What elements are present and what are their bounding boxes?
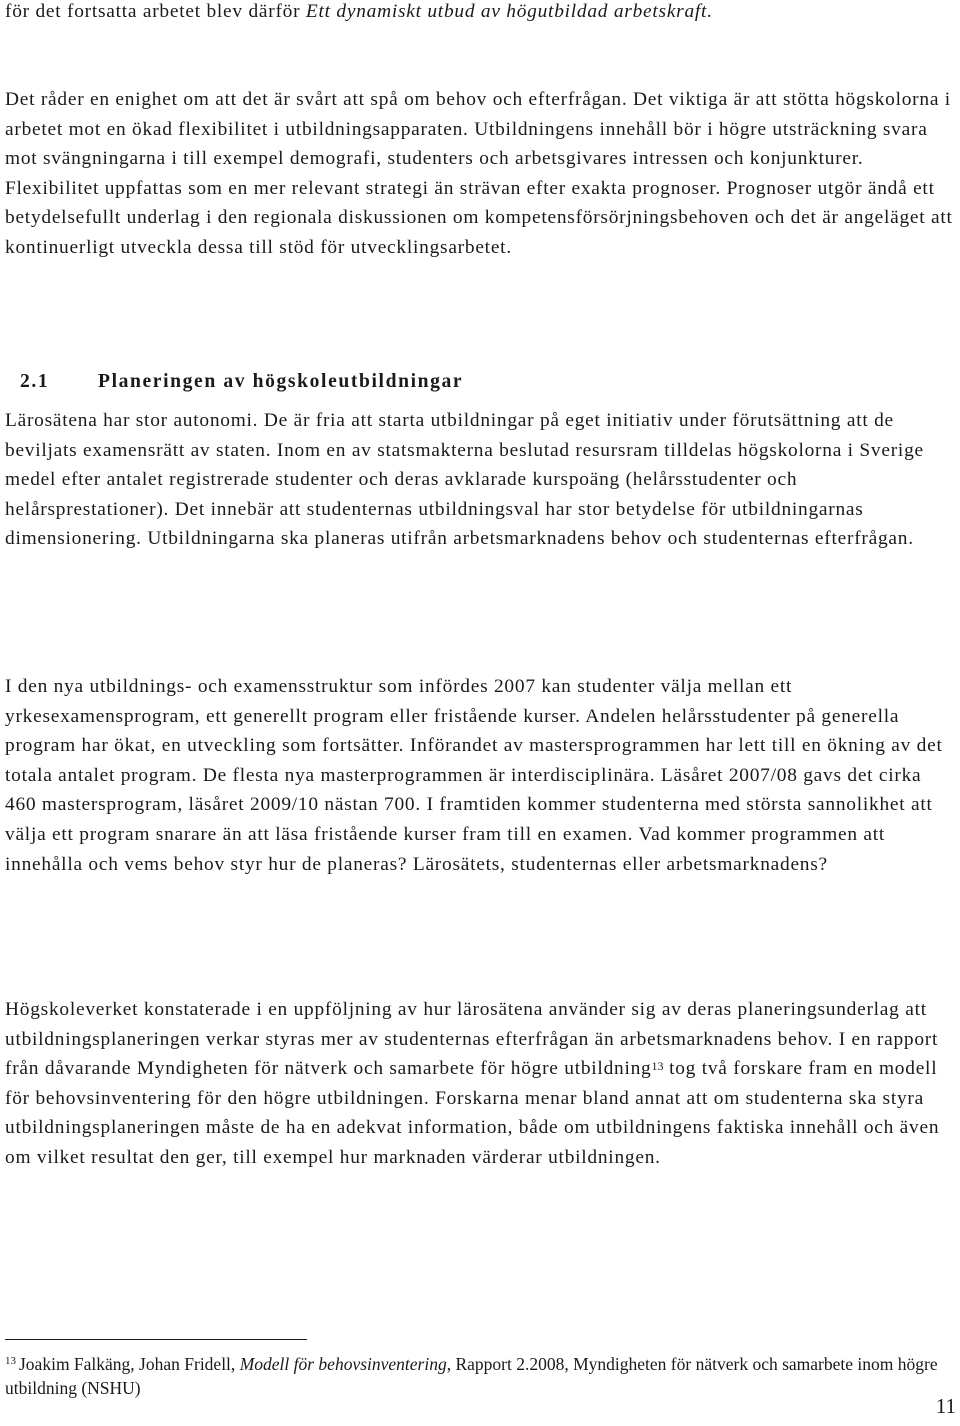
footnote-divider — [5, 1339, 307, 1340]
footnote-text-1: Joakim Falkäng, Johan Fridell, — [19, 1354, 240, 1374]
footnote-italic-title: Modell för behovsinventering — [239, 1354, 447, 1374]
footnote-text-2: , Rapport 2.2008, Myndigheten för nätverk och samarbete inom högre utbildning (NSHU) — [5, 1354, 938, 1398]
footnote-reference[interactable]: 13 — [651, 1059, 664, 1074]
paragraph-hogskoleverket-text-2: tog två forskare fram en modell för behovsinventering för den högre utbildningen. Forskarna menar bland annat att om studenterna ska styra utbildningsplaneringen måste de ha en adekvat information, både om utbildningens faktiska innehåll och även om vilket resultat den ger, till exempel hur marknaden värderar utbildningen. — [5, 1058, 940, 1168]
footnote-number: 13 — [5, 1355, 16, 1367]
intro-italic-title: Ett dynamiskt utbud av högutbildad arbetskraft. — [305, 1, 713, 22]
page-number: 11 — [935, 1394, 956, 1418]
intro-text: för det fortsatta arbetet blev därför — [5, 1, 306, 22]
intro-paragraph — [5, 0, 955, 27]
paragraph-hogskoleverket-text-1: Högskoleverket konstaterade i en uppföljning av hur lärosätena använder sig av deras planeringsunderlag att utbildningsplaneringen verkar styras mer av studenternas efterfrågan än arbetsmarknadens behov. I en rapport från dåvarande Myndigheten för nätverk och samarbete för högre utbildning — [5, 999, 939, 1080]
footnote — [5, 1352, 955, 1400]
section-number: 2.1 — [20, 371, 50, 392]
paragraph-hogskoleverket — [5, 995, 955, 1173]
paragraph-exam-structure: I den nya utbildnings- och examensstruktur som infördes 2007 kan studenter välja mellan ett yrkesexamensprogram, ett generellt program eller fristående kurser. Andelen helårsstudenter på generella program har ökat, en utveckling som fortsätter. Införandet av mastersprogrammen har lett till en ökning av det totala antalet program. De flesta nya masterprogrammen är interdisciplinära. Läsåret 2007/08 gavs det cirka 460 mastersprogram, läsåret 2009/10 nästan 700. I framtiden kommer studenterna med största sannolikhet att välja ett program snarare än att läsa fristående kurser fram till en examen. Vad kommer programmen att innehålla och vems behov styr hur de planeras? Lärosätets, studenternas eller arbetsmarknadens? — [5, 676, 943, 875]
section-title: Planeringen av högskoleutbildningar — [98, 371, 464, 392]
paragraph-autonomy: Lärosätena har stor autonomi. De är fria att starta utbildningar på eget initiativ under förutsättning att de beviljats examensrätt av staten. Inom en av statsmakterna beslutad resursram tilldelas högskolorna i Sverige medel efter antalet registrerade studenter och deras avklarade kurspoäng (helårsstudenter och helårsprestationer). Det innebär att studenternas utbildningsval har stor betydelse för utbildningarnas dimensionering. Utbildningarna ska planeras utifrån arbetsmarknadens behov och studenternas efterfrågan. — [5, 410, 924, 550]
section-heading — [20, 367, 463, 397]
paragraph-flexibility: Det råder en enighet om att det är svårt att spå om behov och efterfrågan. Det viktiga är att stötta högskolorna i arbetet mot en ökad flexibilitet i utbildningsapparaten. Utbildningens innehåll bör i högre utsträckning svara mot svängningarna i till exempel demografi, studenters och arbetsgivares intressen och konjunkturer. Flexibilitet uppfattas som en mer relevant strategi än strävan efter exakta prognoser. Prognoser utgör ändå ett betydelsefullt underlag i den regionala diskussionen om kompetensförsörjningsbehoven och det är angeläget att kontinuerligt utveckla dessa till stöd för utvecklingsarbetet. — [5, 89, 953, 258]
